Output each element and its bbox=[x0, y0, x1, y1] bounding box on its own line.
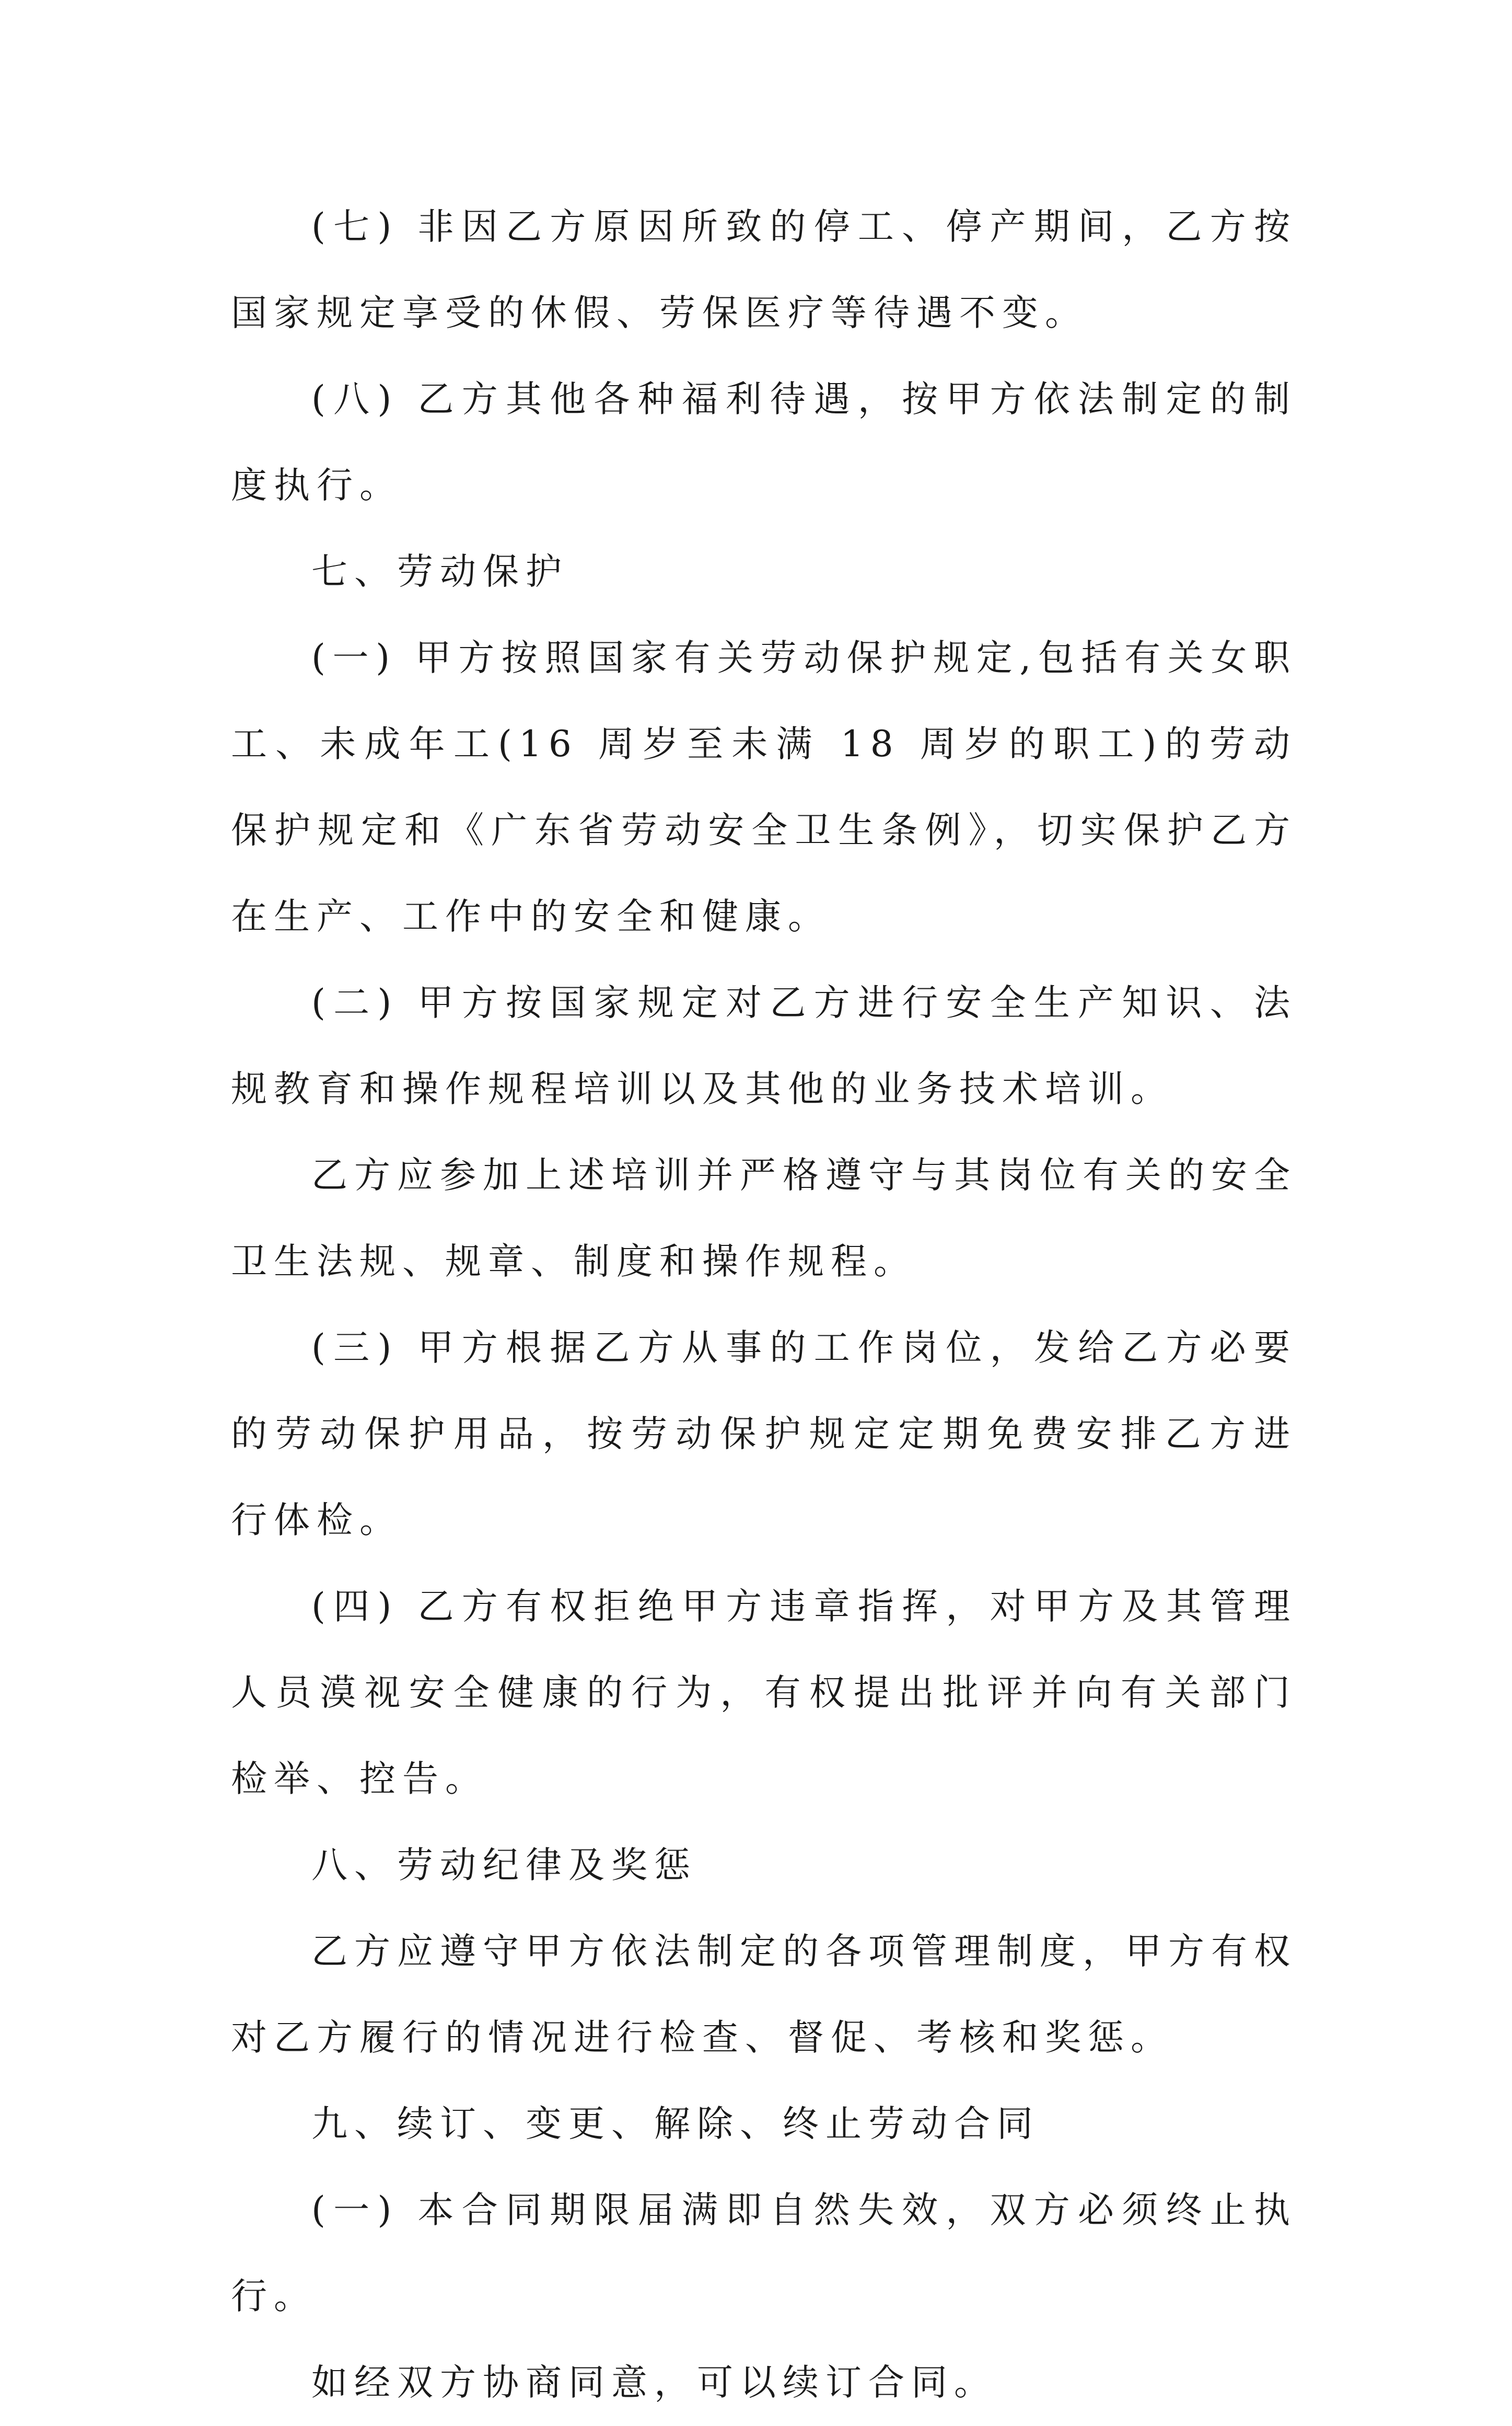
section-heading-discipline: 八、劳动纪律及奖惩 bbox=[311, 1844, 697, 1886]
document-body bbox=[231, 184, 1297, 2426]
paragraph-protective-equipment: (三) 甲方根据乙方从事的工作岗位，发给乙方必要的劳动保护用品，按劳动保护规定定期免费安排乙方进行体检。 bbox=[231, 1327, 1297, 1541]
paragraph-protection-regulations: (一) 甲方按照国家有关劳动保护规定,包括有关女职工、未成年工(16 周岁至未满 18 周岁的职工)的劳动保护规定和《广东省劳动安全卫生条例》，切实保护乙方在生产、工作中的安全和健康。 bbox=[231, 637, 1297, 938]
paragraph-safety-training: (二) 甲方按国家规定对乙方进行安全生产知识、法规教育和操作规程培训以及其他的业务技术培训。 bbox=[231, 982, 1297, 1110]
paragraph-training-compliance: 乙方应参加上述培训并严格遵守与其岗位有关的安全卫生法规、规章、制度和操作规程。 bbox=[231, 1154, 1297, 1283]
paragraph-management-rules: 乙方应遵守甲方依法制定的各项管理制度，甲方有权对乙方履行的情况进行检查、督促、考核和奖惩。 bbox=[231, 1931, 1297, 2059]
paragraph-eight-other-benefits: (八) 乙方其他各种福利待遇，按甲方依法制定的制度执行。 bbox=[231, 378, 1297, 506]
section-heading-contract-changes: 九、续订、变更、解除、终止劳动合同 bbox=[311, 2103, 1040, 2145]
paragraph-contract-renewal: 如经双方协商同意，可以续订合同。 bbox=[311, 2362, 997, 2404]
paragraph-right-to-refuse: (四) 乙方有权拒绝甲方违章指挥，对甲方及其管理人员漠视安全健康的行为，有权提出批评并向有关部门检举、控告。 bbox=[231, 1586, 1297, 1800]
paragraph-contract-expiry: (一) 本合同期限届满即自然失效，双方必须终止执行。 bbox=[231, 2189, 1297, 2317]
paragraph-seven-work-stoppage: (七) 非因乙方原因所致的停工、停产期间，乙方按国家规定享受的休假、劳保医疗等待遇不变。 bbox=[231, 206, 1297, 334]
section-heading-labor-protection: 七、劳动保护 bbox=[311, 551, 568, 593]
